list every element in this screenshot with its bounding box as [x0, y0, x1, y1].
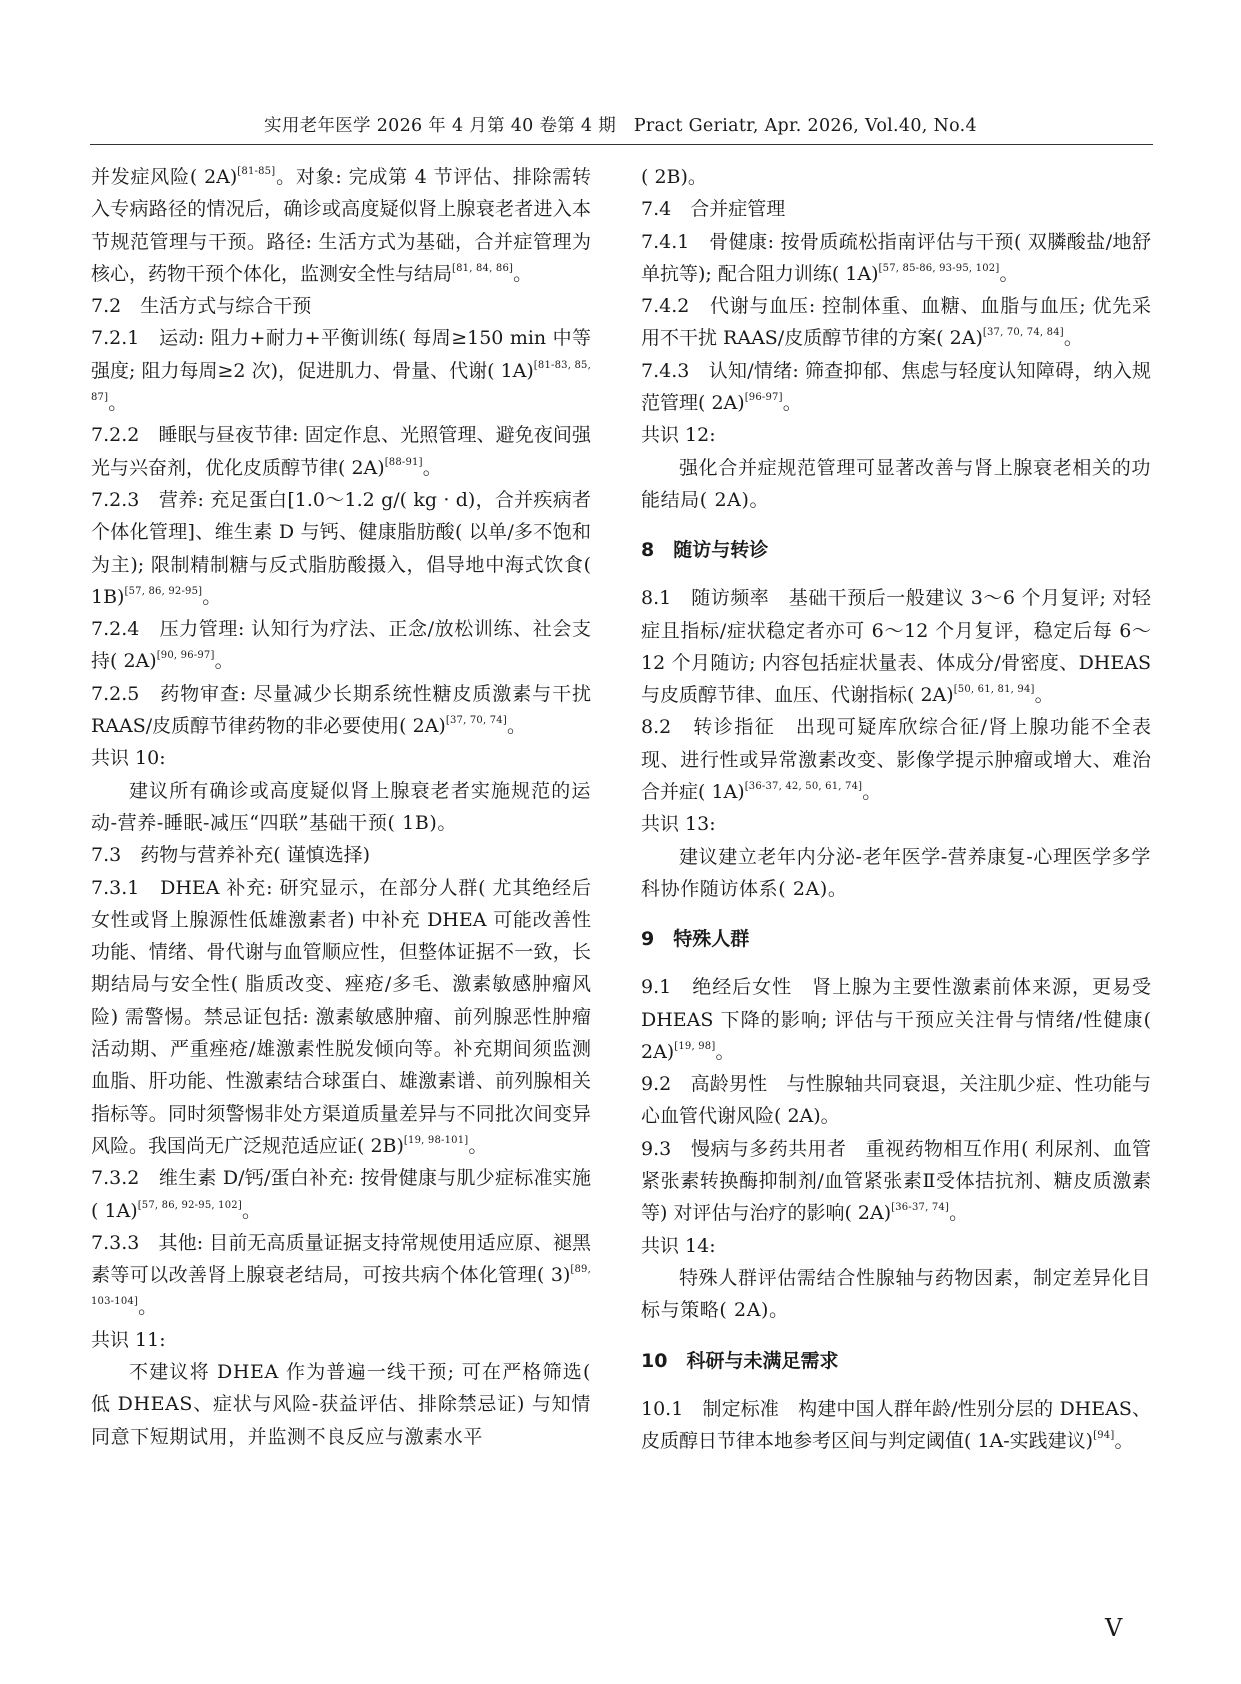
paragraph-text: 9.3 慢病与多药共用者 重视药物相互作用( 利尿剂、血管紧张素转换酶抑制剂/血管紧张素Ⅱ受体拮抗剂、糖皮质激素等) 对评估与治疗的影响( 2A) — [641, 1137, 1151, 1225]
paragraph-text: 8 随访与转诊 — [641, 539, 769, 562]
paragraph — [641, 355, 1151, 420]
paragraph-text: 共识 14: — [641, 1234, 716, 1257]
consensus-label — [641, 1230, 1151, 1262]
citation: [19, 98-101] — [403, 1134, 469, 1146]
citation: [37, 70, 74] — [445, 715, 507, 727]
paragraph-text: 共识 11: — [91, 1328, 166, 1351]
citation: [57, 86, 92-95, 102] — [137, 1199, 242, 1211]
citation: [57, 86, 92-95] — [124, 585, 203, 597]
section-heading — [641, 923, 1151, 955]
paragraph — [641, 226, 1151, 291]
paragraph-text: 7.2.3 营养: 充足蛋白[1.0～1.2 g/( kg · d)，合并疾病者个体化管理]、维生素 D 与钙、健康脂肪酸( 以单/多不饱和为主); 限制精制糖与反式脂肪酸摄入，倡导地中海式饮食( 1B) — [91, 488, 591, 608]
paragraph-text: 8.1 随访频率 基础干预后一般建议 3～6 个月复评; 对轻症且指标/症状稳定者亦可 6～12 个月复评，稳定后每 6～12 个月随访; 内容包括症状量表、体成分/骨密度、DHEAS 与皮质醇节律、血压、代谢指标( 2A) — [641, 587, 1151, 707]
paragraph-text: 9.2 高龄男性 与性腺轴共同衰退，关注肌少症、性功能与心血管代谢风险( 2A)。 — [641, 1073, 1151, 1128]
citation: [50, 61, 81, 94] — [953, 684, 1035, 696]
consensus-statement — [641, 452, 1151, 517]
paragraph-text: 10 科研与未满足需求 — [641, 1349, 839, 1372]
paragraph — [641, 1393, 1151, 1458]
paragraph-text: 7.4.1 骨健康: 按骨质疏松指南评估与干预( 双膦酸盐/地舒单抗等); 配合阻力训练( 1A) — [641, 230, 1151, 285]
paragraph-text: 。 — [138, 1296, 158, 1319]
consensus-label — [641, 808, 1151, 840]
paragraph-text: 。 — [782, 392, 802, 415]
citation: [81-85] — [237, 166, 276, 177]
paragraph — [641, 290, 1151, 355]
paragraph — [641, 711, 1151, 808]
paragraph — [91, 484, 591, 613]
citation: [81, 84, 86] — [452, 262, 514, 274]
paragraph-text: 。 — [1034, 684, 1054, 707]
right-column — [641, 161, 1151, 1457]
paragraph-text: 。 — [422, 456, 442, 479]
consensus-label — [91, 742, 591, 774]
section-heading — [641, 534, 1151, 566]
paragraph-text: 7.3.1 DHEA 补充: 研究显示，在部分人群( 尤其绝经后女性或肾上腺源性低雄激素者) 中补充 DHEA 可能改善性功能、情绪、骨代谢与血管顺应性，但整体证据不一致，长期结局与安全性( 脂质改变、痤疮/多毛、激素敏感肿瘤风险) 需警惕。禁忌证包括: 激素敏感肿瘤、前列腺恶性肿瘤活动期、严重痤疮/雄激素性脱发倾向等。补充期间须监测血脂、肝功能、性激素结合球蛋白、雄激素谱、前列腺相关指标等。同时须警惕非处方渠道质量差异与不同批次间变异风险。我国尚无广泛规范适应证( 2B) — [91, 876, 591, 1157]
paragraph-text: 。 — [202, 585, 222, 608]
citation: [37, 70, 74, 84] — [982, 327, 1064, 339]
paragraph-text: 。 — [1114, 1429, 1134, 1452]
paragraph-text: 7.4.3 认知/情绪: 筛查抑郁、焦虑与轻度认知障碍，纳入规范管理( 2A) — [641, 359, 1151, 415]
citation: [19, 98] — [674, 1040, 716, 1052]
paragraph-text: 建议建立老年内分泌-老年医学-营养康复-心理医学多学科协作随访体系( 2A)。 — [641, 845, 1151, 900]
paragraph — [91, 161, 591, 290]
paragraph-text: ( 2B)。 — [641, 166, 707, 188]
paragraph-text: 7.2 生活方式与综合干预 — [91, 295, 312, 318]
paragraph-text: 9.1 绝经后女性 肾上腺为主要性激素前体来源，更易受 DHEAS 下降的影响; 评估与干预应关注骨与情绪/性健康( 2A) — [641, 976, 1151, 1063]
paragraph — [641, 582, 1151, 711]
paragraph-text: 特殊人群评估需结合性腺轴与药物因素，制定差异化目标与策略( 2A)。 — [641, 1266, 1151, 1322]
paragraph-text: 共识 13: — [641, 813, 716, 836]
citation: [94] — [1093, 1429, 1115, 1441]
consensus-statement — [641, 841, 1151, 906]
paragraph-text: 。 — [468, 1134, 488, 1157]
citation: [88-91] — [384, 456, 423, 468]
paragraph-text: 8.2 转诊指征 出现可疑库欣综合征/肾上腺功能不全表现、进行性或异常激素改变、影像学提示肿瘤或增大、难治合并症( 1A) — [641, 716, 1151, 804]
consensus-statement — [641, 1262, 1151, 1327]
paragraph — [91, 613, 591, 678]
paragraph — [91, 872, 591, 1163]
left-column — [91, 161, 591, 1453]
paragraph-text: 7.2.1 运动: 阻力+耐力+平衡训练( 每周≥150 min 中等强度; 阻力每周≥2 次)，促进肌力、骨量、代谢( 1A) — [91, 327, 591, 382]
section-heading — [641, 1345, 1151, 1377]
citation: [36-37, 42, 50, 61, 74] — [744, 781, 863, 793]
paragraph-text: 。 — [1063, 327, 1083, 350]
paragraph-text: 。 — [214, 650, 234, 673]
paragraph — [91, 1162, 591, 1227]
paragraph-text: 7.4 合并症管理 — [641, 198, 786, 221]
paragraph-text: 。 — [862, 781, 882, 804]
paragraph — [91, 322, 591, 419]
citation: [36-37, 74] — [891, 1202, 950, 1214]
paragraph-text: 7.4.2 代谢与血压: 控制体重、血糖、血脂与血压; 优先采用不干扰 RAAS/皮质醇节律的方案( 2A) — [641, 295, 1151, 350]
paragraph — [641, 161, 1151, 193]
header-rule — [90, 144, 1153, 145]
paragraph-text: 并发症风险( 2A) — [91, 166, 238, 188]
citation: [96-97] — [744, 392, 783, 404]
paragraph-text: 7.2.2 睡眠与昼夜节律: 固定作息、光照管理、避免夜间强光与兴奋剂，优化皮质醇节律( 2A) — [91, 424, 591, 479]
paragraph-text: 7.3.2 维生素 D/钙/蛋白补充: 按骨健康与肌少症标准实施( 1A) — [91, 1167, 591, 1222]
consensus-statement — [91, 775, 591, 840]
paragraph-text: 。 — [108, 392, 128, 415]
paragraph-text: 7.3 药物与营养补充( 谨慎选择) — [91, 844, 371, 867]
paragraph-text: 10.1 制定标准 构建中国人群年龄/性别分层的 DHEAS、皮质醇日节律本地参考区间与判定阈值( 1A-实践建议) — [641, 1397, 1151, 1452]
consensus-statement — [91, 1356, 591, 1453]
paragraph-text: 7.3.3 其他: 目前无高质量证据支持常规使用适应原、褪黑素等可以改善肾上腺衰老结局，可按共病个体化管理( 3) — [91, 1231, 591, 1287]
citation: [89, 103-104] — [91, 1264, 591, 1308]
paragraph-text: 。对象: 完成第 4 节评估、排除需转入专病路径的情况后，确诊或高度疑似肾上腺衰老者进入本节规范管理与干预。路径: 生活方式为基础，合并症管理为核心，药物干预个体化，监测安全性与结局 — [91, 166, 591, 285]
paragraph-text: 。 — [506, 715, 526, 738]
paragraph — [641, 1133, 1151, 1230]
paragraph-text: 。 — [513, 262, 533, 285]
citation: [81-83, 85, 87] — [91, 359, 591, 404]
paragraph — [91, 290, 591, 322]
paragraph — [91, 419, 591, 484]
paragraph-text: 7.2.5 药物审查: 尽量减少长期系统性糖皮质激素与干扰 RAAS/皮质醇节律药物的非必要使用( 2A) — [91, 682, 591, 738]
consensus-label — [641, 419, 1151, 451]
paragraph-text: 强化合并症规范管理可显著改善与肾上腺衰老相关的功能结局( 2A)。 — [641, 456, 1151, 511]
paragraph — [641, 1068, 1151, 1133]
paragraph-text: 。 — [715, 1040, 735, 1063]
paragraph-text: 。 — [241, 1199, 261, 1222]
paragraph-text: 共识 12: — [641, 424, 716, 447]
paragraph-text: 。 — [949, 1202, 969, 1225]
paragraph-text: 。 — [999, 262, 1019, 285]
consensus-label — [91, 1324, 591, 1356]
citation: [57, 85-86, 93-95, 102] — [878, 262, 1000, 274]
citation: [90, 96-97] — [156, 650, 215, 662]
page-number: V — [1105, 1614, 1123, 1642]
paragraph — [641, 193, 1151, 225]
paragraph-text: 7.2.4 压力管理: 认知行为疗法、正念/放松训练、社会支持( 2A) — [91, 618, 591, 673]
paragraph — [91, 678, 591, 743]
paragraph-text: 9 特殊人群 — [641, 928, 750, 951]
paragraph-text: 建议所有确诊或高度疑似肾上腺衰老者实施规范的运动-营养-睡眠-减压“四联”基础干预( 1B)。 — [91, 779, 591, 834]
paragraph-text: 不建议将 DHEA 作为普遍一线干预; 可在严格筛选( 低 DHEAS、症状与风险-获益评估、排除禁忌证) 与知情同意下短期试用，并监测不良反应与激素水平 — [91, 1360, 591, 1448]
paragraph — [641, 971, 1151, 1068]
paragraph — [91, 839, 591, 871]
paragraph-text: 共识 10: — [91, 747, 166, 770]
running-header: 实用老年医学 2026 年 4 月第 40 卷第 4 期 Pract Geriatr, Apr. 2026, Vol.40, No.4 — [264, 116, 977, 136]
paragraph — [91, 1227, 591, 1324]
